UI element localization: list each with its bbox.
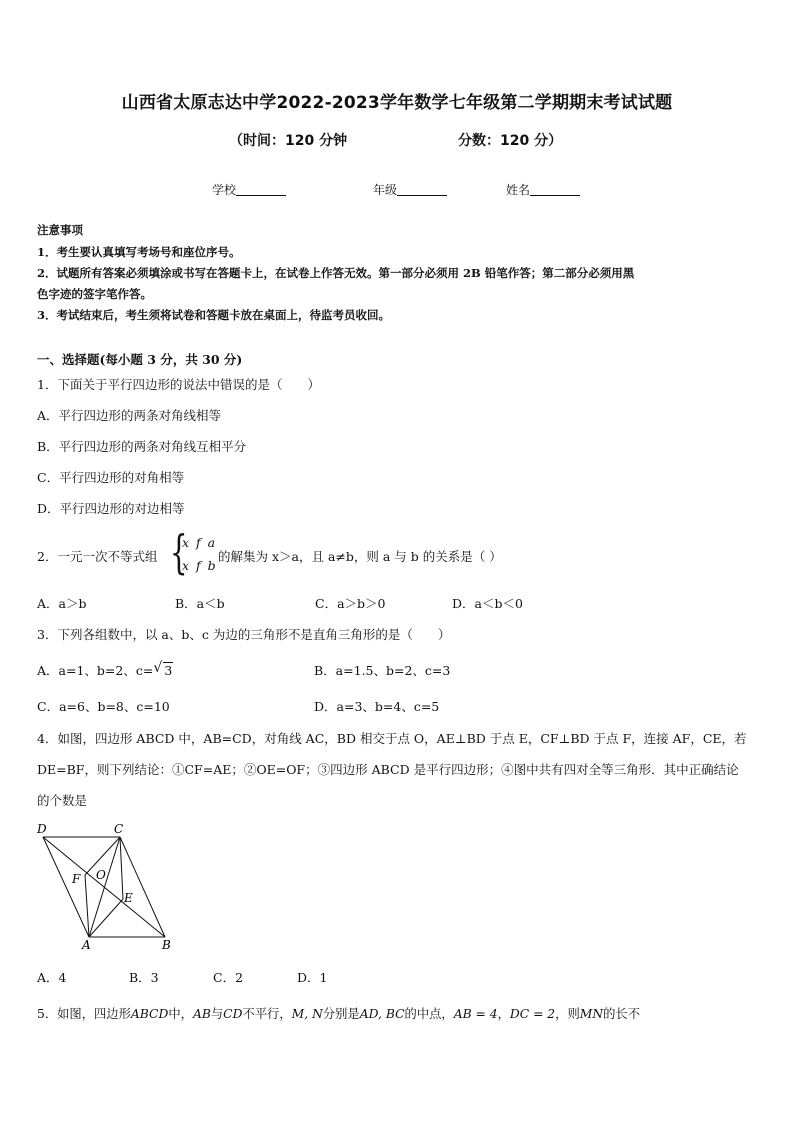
parallelogram-figure <box>34 818 184 954</box>
q5-math: M, N <box>291 1007 323 1021</box>
q4-option-a[interactable]: A．4 <box>37 970 67 985</box>
school-blank[interactable] <box>236 183 286 196</box>
q5-text: 不平行， <box>242 1007 292 1021</box>
q4-option-d[interactable]: D．1 <box>297 970 328 985</box>
q2-option-b[interactable]: B．a＜b <box>175 596 225 611</box>
section-heading: 一、选择题(每小题 3 分，共 30 分) <box>37 352 243 367</box>
q3-option-d[interactable]: D．a=3、b=4、c=5 <box>314 699 440 714</box>
q5-text: ，则 <box>555 1007 580 1021</box>
inequality-system <box>170 525 218 579</box>
sqrt-symbol: √ 3 <box>153 660 173 678</box>
q5-math: AB <box>192 1007 211 1021</box>
q3-option-a[interactable] <box>37 661 173 679</box>
q1-option-c[interactable]: C．平行四边形的对角相等 <box>37 470 185 485</box>
exam-title: 山西省太原志达中学2022-2023学年数学七年级第二学期期末考试试题 <box>121 93 673 113</box>
q5-math: ABCD <box>130 1007 169 1021</box>
q5-text: 分别是 <box>322 1007 360 1021</box>
segment-ce <box>120 837 123 899</box>
q5-text: ， <box>497 1007 510 1021</box>
q4-option-b[interactable]: B．3 <box>129 970 159 985</box>
q1-option-a[interactable]: A．平行四边形的两条对角线相等 <box>37 408 222 423</box>
point-label-o: O <box>96 868 106 882</box>
brace-symbol: { <box>170 525 188 579</box>
name-label: 姓名 <box>506 183 531 197</box>
exam-time: （时间：120 分钟 <box>229 133 348 149</box>
q5-math: MN <box>579 1007 604 1021</box>
q3-option-c[interactable]: C．a=6、b=8、c=10 <box>37 699 170 714</box>
q1-option-b[interactable]: B．平行四边形的两条对角线互相平分 <box>37 439 247 454</box>
segment-cb <box>120 837 165 937</box>
q4-stem-line: DE=BF，则下列结论：①CF=AE；②OE=OF；③四边形 ABCD 是平行四边形；④图中共有四对全等三角形．其中正确结论 <box>37 762 739 777</box>
q1-stem: 1．下面关于平行四边形的说法中错误的是（ ） <box>37 377 320 392</box>
q4-option-c[interactable]: C．2 <box>213 970 244 985</box>
point-label-b: B <box>162 938 171 952</box>
q5-text: 5．如图，四边形 <box>37 1007 131 1021</box>
notice-heading: 注意事项 <box>37 223 83 237</box>
q3-stem: 3．下列各组数中，以 a、b、c 为边的三角形不是直角三角形的是（ ） <box>37 627 451 642</box>
notice-item: 3．考试结束后，考生须将试卷和答题卡放在桌面上，待监考员收回。 <box>37 308 390 322</box>
segment-da <box>43 837 89 937</box>
q5-math: CD <box>223 1007 243 1021</box>
notice-item: 2．试题所有答案必须填涂或书写在答题卡上，在试卷上作答无效。第一部分必须用 2B 铅笔作答；第二部分必须用黑 <box>37 266 635 280</box>
q2-option-d[interactable]: D．a＜b＜0 <box>452 596 523 611</box>
q1-option-d[interactable]: D．平行四边形的对边相等 <box>37 501 185 516</box>
point-label-a: A <box>82 938 91 952</box>
segment-ae <box>89 899 123 937</box>
grade-field[interactable] <box>373 181 447 198</box>
q4-stem-line: 的个数是 <box>37 793 88 808</box>
point-label-e: E <box>124 891 133 905</box>
point-label-f: F <box>72 872 81 886</box>
q5-text: 的中点， <box>404 1007 454 1021</box>
point-label-c: C <box>114 822 124 836</box>
inequality-row: x f b <box>182 558 216 573</box>
q2-option-a[interactable]: A．a＞b <box>37 596 87 611</box>
q5-math: AB = 4 <box>453 1007 498 1021</box>
q2-option-c[interactable]: C．a＞b＞0 <box>315 596 386 611</box>
q3-option-b[interactable]: B．a=1.5、b=2、c=3 <box>314 663 451 678</box>
name-blank[interactable] <box>530 183 580 196</box>
q2-prefix: 2．一元一次不等式组 <box>37 549 158 564</box>
notice-item: 色字迹的签字笔作答。 <box>37 287 152 301</box>
exam-score: 分数：120 分） <box>458 133 563 149</box>
diagonal-ac <box>89 837 120 937</box>
q4-stem-line: 4．如图，四边形 ABCD 中，AB=CD，对角线 AC，BD 相交于点 O，AE⊥BD 于点 E，CF⊥BD 于点 F，连接 AF，CE，若 <box>37 731 747 746</box>
q5-math: DC = 2 <box>509 1007 556 1021</box>
q3-option-a-text: A．a=1、b=2、c= <box>37 663 154 678</box>
school-label: 学校 <box>212 183 237 197</box>
grade-label: 年级 <box>373 183 398 197</box>
inequality-row: x f a <box>182 535 216 550</box>
q2-suffix: 的解集为 x＞a，且 a≠b，则 a 与 b 的关系是（ ） <box>218 549 502 564</box>
q5-math: AD, BC <box>359 1007 405 1021</box>
name-field[interactable] <box>506 181 580 198</box>
q5-stem <box>37 1004 640 1022</box>
q5-text: 中， <box>168 1007 193 1021</box>
q5-text: 的长不 <box>603 1007 641 1021</box>
segment-af <box>85 875 89 937</box>
grade-blank[interactable] <box>397 183 447 196</box>
school-field[interactable] <box>212 181 286 198</box>
q5-text: 与 <box>210 1007 224 1021</box>
sqrt-radicand: 3 <box>164 663 173 678</box>
point-label-d: D <box>37 822 47 836</box>
notice-item: 1．考生要认真填写考场号和座位序号。 <box>37 245 241 259</box>
